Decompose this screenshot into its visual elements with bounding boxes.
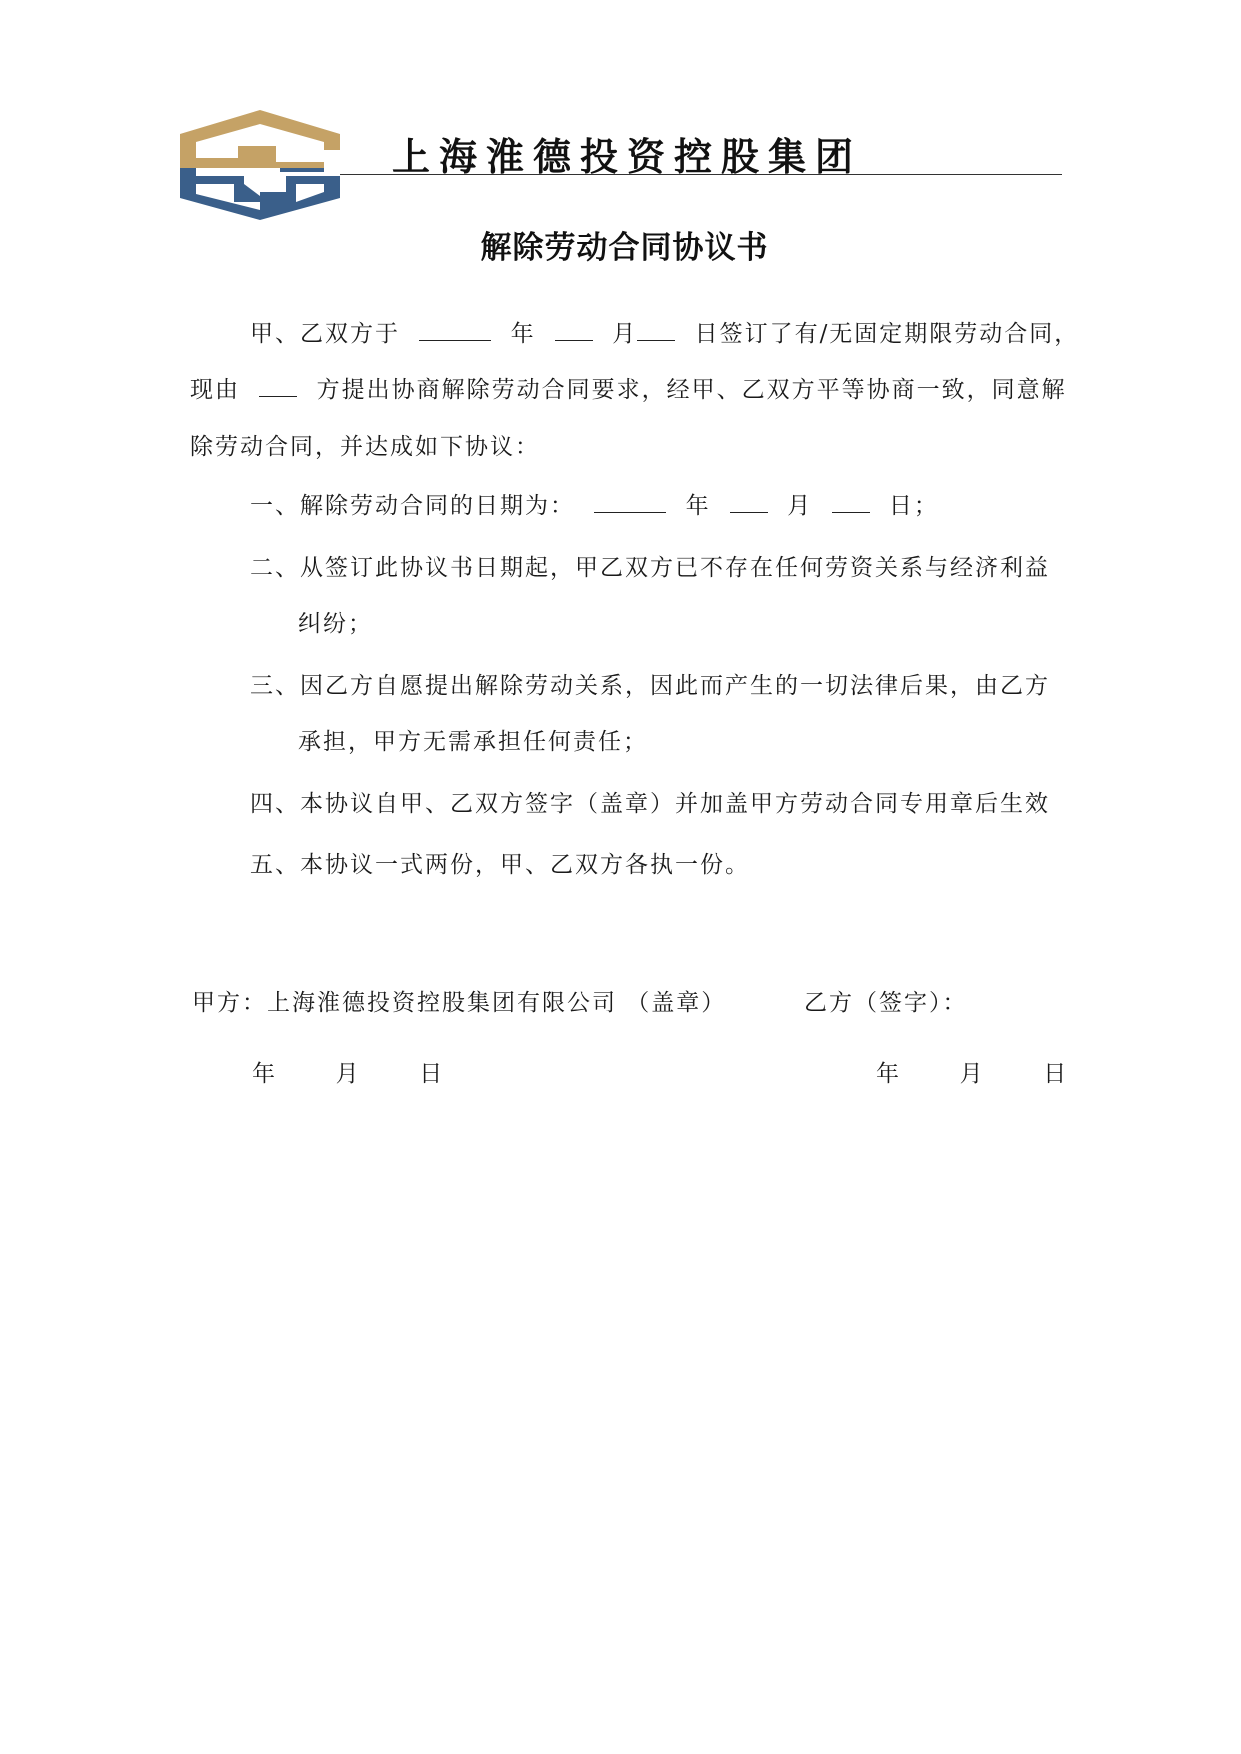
blank-field[interactable]: [832, 492, 870, 513]
day-label: 日；: [888, 493, 939, 519]
blank-field[interactable]: [594, 492, 666, 513]
blank-field[interactable]: [730, 492, 768, 513]
intro-line-1: [250, 315, 1079, 348]
party-b-signature: 乙方（签字）：: [804, 990, 968, 1016]
logo-gold-part: [180, 110, 340, 168]
clause-2-line-2: 纠纷；: [298, 611, 373, 637]
year-label: 年: [685, 493, 711, 519]
header-rule: [340, 174, 1062, 175]
party-a-date: [252, 1055, 442, 1088]
day-label: 日: [419, 1061, 443, 1087]
company-logo: [176, 106, 344, 224]
intro-line-3: 除劳动合同，并达成如下协议：: [190, 434, 540, 460]
intro-text: 方提出协商解除劳动合同要求，经甲、乙双方平等协商一致，同意解: [316, 377, 1067, 403]
intro-text: 甲、乙双方于: [250, 321, 400, 347]
party-b-date: [876, 1055, 1066, 1088]
company-name: 上海淮德投资控股集团: [392, 134, 863, 179]
month-label: 月: [787, 493, 813, 519]
clause-4: 四、本协议自甲、乙双方签字（盖章）并加盖甲方劳动合同专用章后生效: [250, 791, 1050, 817]
year-label: 年: [510, 321, 536, 347]
year-label: 年: [252, 1061, 275, 1087]
intro-text: 日签订了有/无固定期限劳动合同，: [694, 321, 1080, 347]
month-label: 月: [959, 1061, 983, 1087]
day-label: 日: [1043, 1061, 1067, 1087]
year-label: 年: [876, 1061, 899, 1087]
blank-field[interactable]: [419, 320, 491, 341]
clause-3-line-1: 三、因乙方自愿提出解除劳动关系，因此而产生的一切法律后果，由乙方: [250, 673, 1050, 699]
intro-line-2: [190, 371, 1067, 404]
document-title: 解除劳动合同协议书: [480, 230, 769, 266]
clause-text: 一、解除劳动合同的日期为：: [250, 493, 575, 519]
blank-field[interactable]: [555, 320, 593, 341]
blank-field[interactable]: [259, 376, 297, 397]
clause-3-line-2: 承担，甲方无需承担任何责任；: [298, 729, 648, 755]
month-label: 月: [335, 1061, 359, 1087]
clause-2-line-1: 二、从签订此协议书日期起，甲乙双方已不存在任何劳资关系与经济利益: [250, 555, 1050, 581]
party-a-signature: 甲方：上海淮德投资控股集团有限公司 （盖章）: [192, 990, 727, 1016]
blank-field[interactable]: [637, 320, 675, 341]
month-label: 月: [612, 321, 638, 347]
intro-text: 现由: [190, 377, 240, 403]
clause-5: 五、本协议一式两份，甲、乙双方各执一份。: [250, 852, 750, 878]
clause-1: [250, 487, 939, 520]
